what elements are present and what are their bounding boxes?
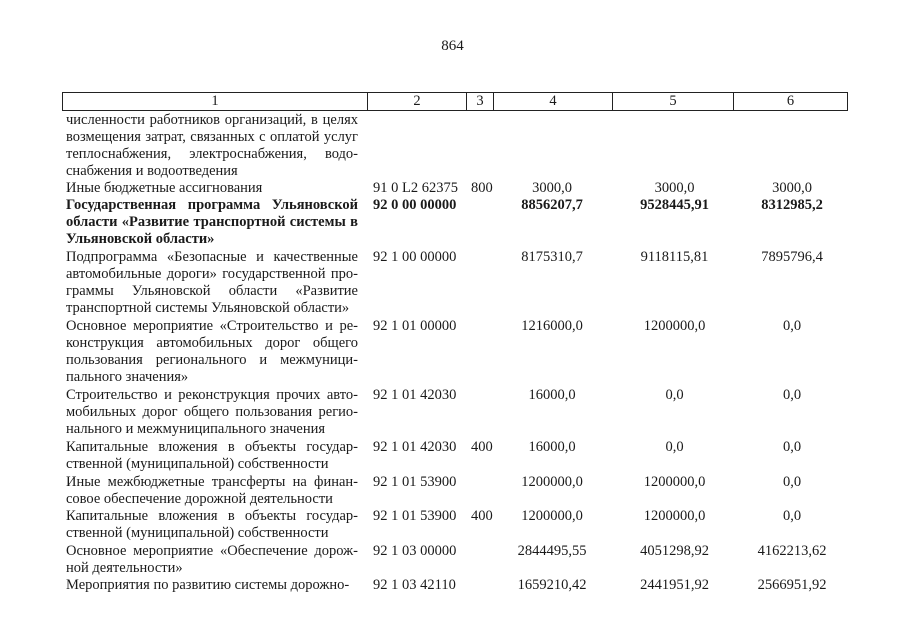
row-value-col5: 0,0 (665, 439, 684, 455)
description-line: пользования регионального и межмуници- (66, 352, 358, 369)
row-code: 92 1 01 42030 (373, 387, 457, 403)
row-value-col5: 3000,0 (654, 180, 695, 196)
row-description (66, 543, 358, 577)
description-line: Иные бюджетные ассигнования (66, 180, 263, 196)
row-expense-type: 400 (471, 508, 493, 524)
row-value-col6: 0,0 (782, 508, 802, 524)
row-value-col6: 7895796,4 (761, 249, 823, 265)
row-value-col4: 1216000,0 (521, 318, 583, 334)
row-value-col6: 0,0 (782, 318, 802, 334)
description-line: Иные межбюджетные трансферты на финан- (66, 474, 358, 490)
description-line: транспортной системы Ульяновской области» (66, 300, 350, 317)
row-value-col5: 4051298,92 (640, 543, 709, 559)
row-value-col4: 1200000,0 (521, 508, 583, 524)
row-code: 91 0 L2 62375 (373, 180, 458, 196)
description-line: Основное мероприятие «Строительство и ре- (66, 318, 358, 334)
row-value-col5: 1200000,0 (643, 318, 706, 334)
row-value-col6: 4162213,62 (757, 543, 827, 559)
description-line: пального значения» (66, 369, 189, 386)
row-description (66, 180, 358, 197)
row-description (66, 508, 358, 542)
description-line: Капитальные вложения в объекты государ- (66, 508, 358, 524)
row-description (66, 439, 358, 473)
description-line: автомобильные дороги» государственной про- (66, 266, 358, 283)
row-value-col4: 8856207,7 (521, 197, 583, 213)
row-value-col5: 0,0 (665, 387, 684, 403)
page-number: 864 (441, 38, 464, 54)
row-code: 92 0 00 00000 (373, 197, 457, 213)
row-value-col5: 9528445,91 (640, 197, 709, 213)
row-value-col6: 3000,0 (772, 180, 812, 196)
row-value-col4: 3000,0 (532, 180, 572, 196)
description-line: нального и межмуниципального значения (66, 421, 326, 438)
row-code: 92 1 01 53900 (373, 474, 457, 490)
description-line: области «Развитие транспортной системы в (66, 214, 358, 231)
description-line: граммы Ульяновской области «Развитие (66, 283, 358, 300)
row-value-col4: 8175310,7 (521, 249, 583, 265)
description-line: Мероприятия по развитию системы дорожно- (66, 577, 350, 593)
description-line: совое обеспечение дорожной деятельности (66, 491, 333, 508)
row-expense-type: 400 (471, 439, 493, 455)
row-description (66, 387, 358, 438)
row-value-col4: 1200000,0 (521, 474, 583, 490)
row-description (66, 249, 358, 317)
row-value-col5: 2441951,92 (640, 577, 709, 593)
description-line: Государственная программа Ульяновской (66, 197, 358, 213)
row-code: 92 1 00 00000 (373, 249, 457, 265)
table-header (62, 92, 848, 111)
row-value-col5: 1200000,0 (643, 508, 706, 524)
row-expense-type: 800 (471, 180, 493, 196)
header-col-4: 4 (549, 93, 557, 109)
row-code: 92 1 01 00000 (373, 318, 457, 334)
row-value-col6: 2566951,92 (757, 577, 827, 593)
description-line: Ульяновской области» (66, 231, 215, 248)
description-line: конструкция автомобильных дорог общего (66, 335, 358, 352)
row-code: 92 1 03 42110 (373, 577, 456, 593)
row-value-col4: 2844495,55 (517, 543, 587, 559)
row-description (66, 577, 358, 594)
row-value-col5: 9118115,81 (640, 249, 709, 265)
row-description (66, 474, 358, 508)
header-col-1: 1 (211, 93, 219, 109)
row-value-col6: 8312985,2 (761, 197, 823, 213)
row-value-col4: 16000,0 (528, 387, 576, 403)
row-value-col6: 0,0 (782, 439, 802, 455)
description-line: ной деятельности» (66, 560, 183, 577)
row-code: 92 1 01 53900 (373, 508, 457, 524)
description-line: снабжения и водоотведения (66, 163, 238, 180)
description-line: теплоснабжения, электроснабжения, водо- (66, 146, 358, 163)
description-line: Подпрограмма «Безопасные и качественные (66, 249, 358, 265)
row-description (66, 112, 358, 180)
row-value-col5: 1200000,0 (643, 474, 706, 490)
description-line: ственной (муниципальной) собственности (66, 456, 329, 473)
description-line: Капитальные вложения в объекты государ- (66, 439, 358, 455)
row-value-col6: 0,0 (782, 474, 802, 490)
description-line: Основное мероприятие «Обеспечение дорож- (66, 543, 358, 559)
description-line: возмещения затрат, связанных с оплатой услуг (66, 129, 358, 146)
description-line: ственной (муниципальной) собственности (66, 525, 329, 542)
header-col-2: 2 (413, 93, 421, 109)
header-col-6: 6 (786, 93, 795, 109)
row-value-col6: 0,0 (782, 387, 802, 403)
header-col-3: 3 (476, 93, 484, 109)
row-description (66, 318, 358, 386)
row-value-col4: 1659210,42 (517, 577, 587, 593)
description-line: численности работников организаций, в целях (66, 112, 358, 128)
header-col-5: 5 (669, 93, 677, 109)
row-code: 92 1 01 42030 (373, 439, 457, 455)
row-description (66, 197, 358, 248)
description-line: Строительство и реконструкция прочих авто- (66, 387, 358, 403)
description-line: мобильных дорог общего пользования регио- (66, 404, 358, 421)
row-code: 92 1 03 00000 (373, 543, 457, 559)
row-value-col4: 16000,0 (528, 439, 576, 455)
